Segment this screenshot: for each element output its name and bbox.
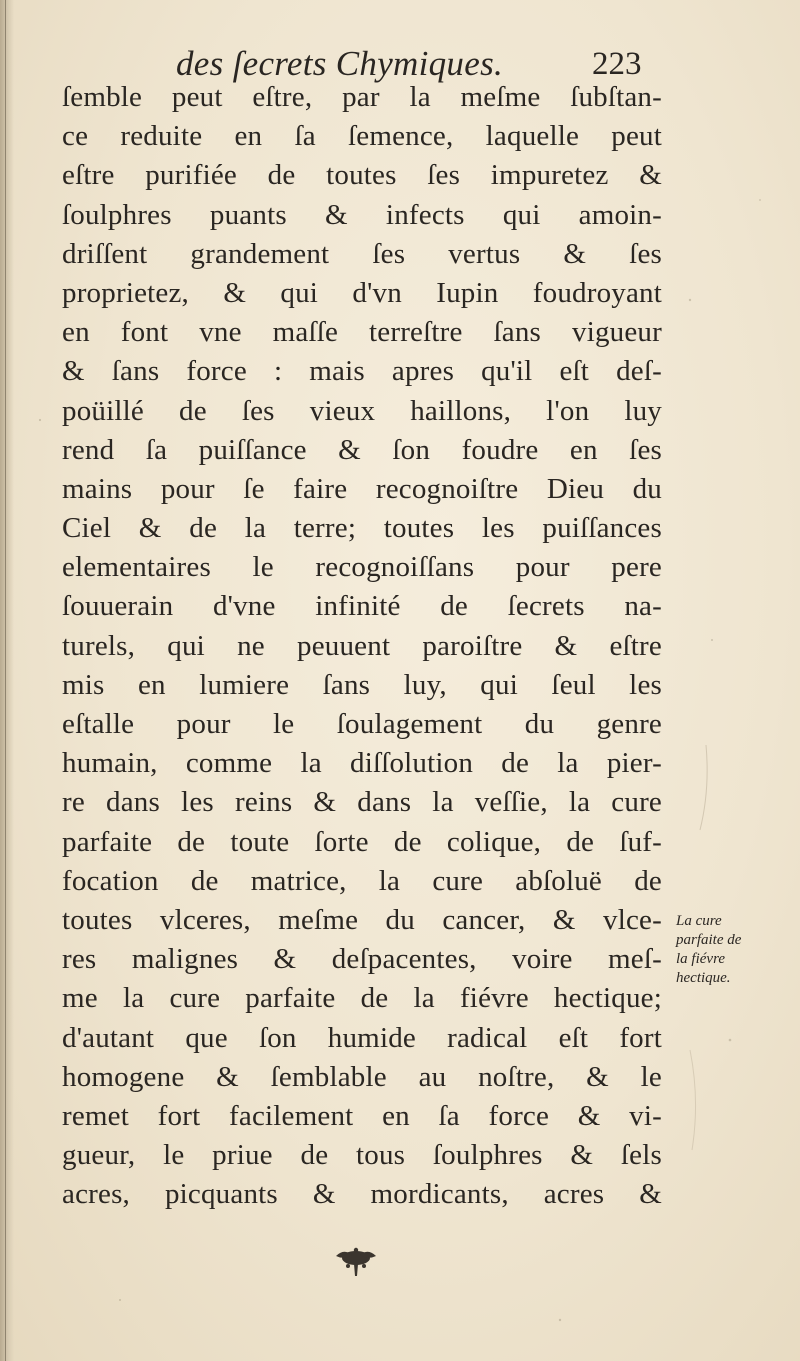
text-line: rend ſa puiſſance & ſon foudre en ſes [62,433,662,466]
text-line: ſoulphres puants & infects qui amoin- [62,198,662,231]
marginal-note-line: hectique. [676,970,731,986]
text-line: d'autant que ſon humide radical eſt fort [62,1021,662,1054]
text-line: remet fort facilement en ſa force & vi- [62,1099,662,1132]
marginal-note-line: La cure [676,913,722,929]
text-line: eſtre purifiée de toutes ſes impuretez & [62,159,662,192]
text-line: driſſent grandement ſes vertus & ſes [62,237,662,270]
text-line: acres, picquants & mordicants, acres & [62,1178,662,1211]
text-line: mis en lumiere ſans luy, qui ſeul les [62,668,662,701]
marginal-note-line: parfaite de [676,932,742,948]
page-edge-line [5,0,6,1361]
text-line: elementaires le recognoiſſans pour pere [62,551,662,584]
gutter-shadow [0,0,14,1361]
text-line: poüillé de ſes vieux haillons, l'on luy [62,394,662,427]
text-line: re dans les reins & dans la veſſie, la cure [62,786,662,819]
text-line: gueur, le priue de tous ſoulphres & ſels [62,1139,662,1172]
text-line: en font vne maſſe terreſtre ſans vigueur [62,316,662,349]
text-line: & ſans force : mais apres qu'il eſt deſ- [62,355,662,388]
text-line: ce reduite en ſa ſemence, laquelle peut [62,120,662,153]
text-line: toutes vlceres, meſme du cancer, & vlce- [62,903,662,936]
running-title: des ſecrets Chymiques. [176,44,504,83]
text-line: mains pour ſe faire recognoiſtre Dieu du [62,472,662,505]
text-line: ſouuerain d'vne infinité de ſecrets na- [62,590,662,623]
marginal-note [676,912,776,988]
text-line: homogene & ſemblable au noſtre, & le [62,1060,662,1093]
text-line: ſemble peut eſtre, par la meſme ſubſtan- [62,81,662,113]
marginal-note-line: la fiévre [676,951,726,967]
text-line: res malignes & deſpacentes, voire meſ- [62,943,662,976]
fleuron-ornament-icon [326,1246,386,1278]
text-line: turels, qui ne peuuent paroiſtre & eſtre [62,629,662,662]
page-number: 223 [592,46,642,82]
text-line: humain, comme la diſſolution de la pier- [62,747,662,780]
text-line: eſtalle pour le ſoulagement du genre [62,708,662,740]
text-line: parfaite de toute ſorte de colique, de ſuf- [62,825,662,858]
text-line: proprietez, & qui d'vn Iupin foudroyant [62,276,662,309]
text-line: focation de matrice, la cure abſoluë de [62,864,662,897]
body-text [62,78,662,1214]
text-line: Ciel & de la terre; toutes les puiſſances [62,512,662,545]
text-line: me la cure parfaite de la fiévre hectique; [62,982,662,1015]
